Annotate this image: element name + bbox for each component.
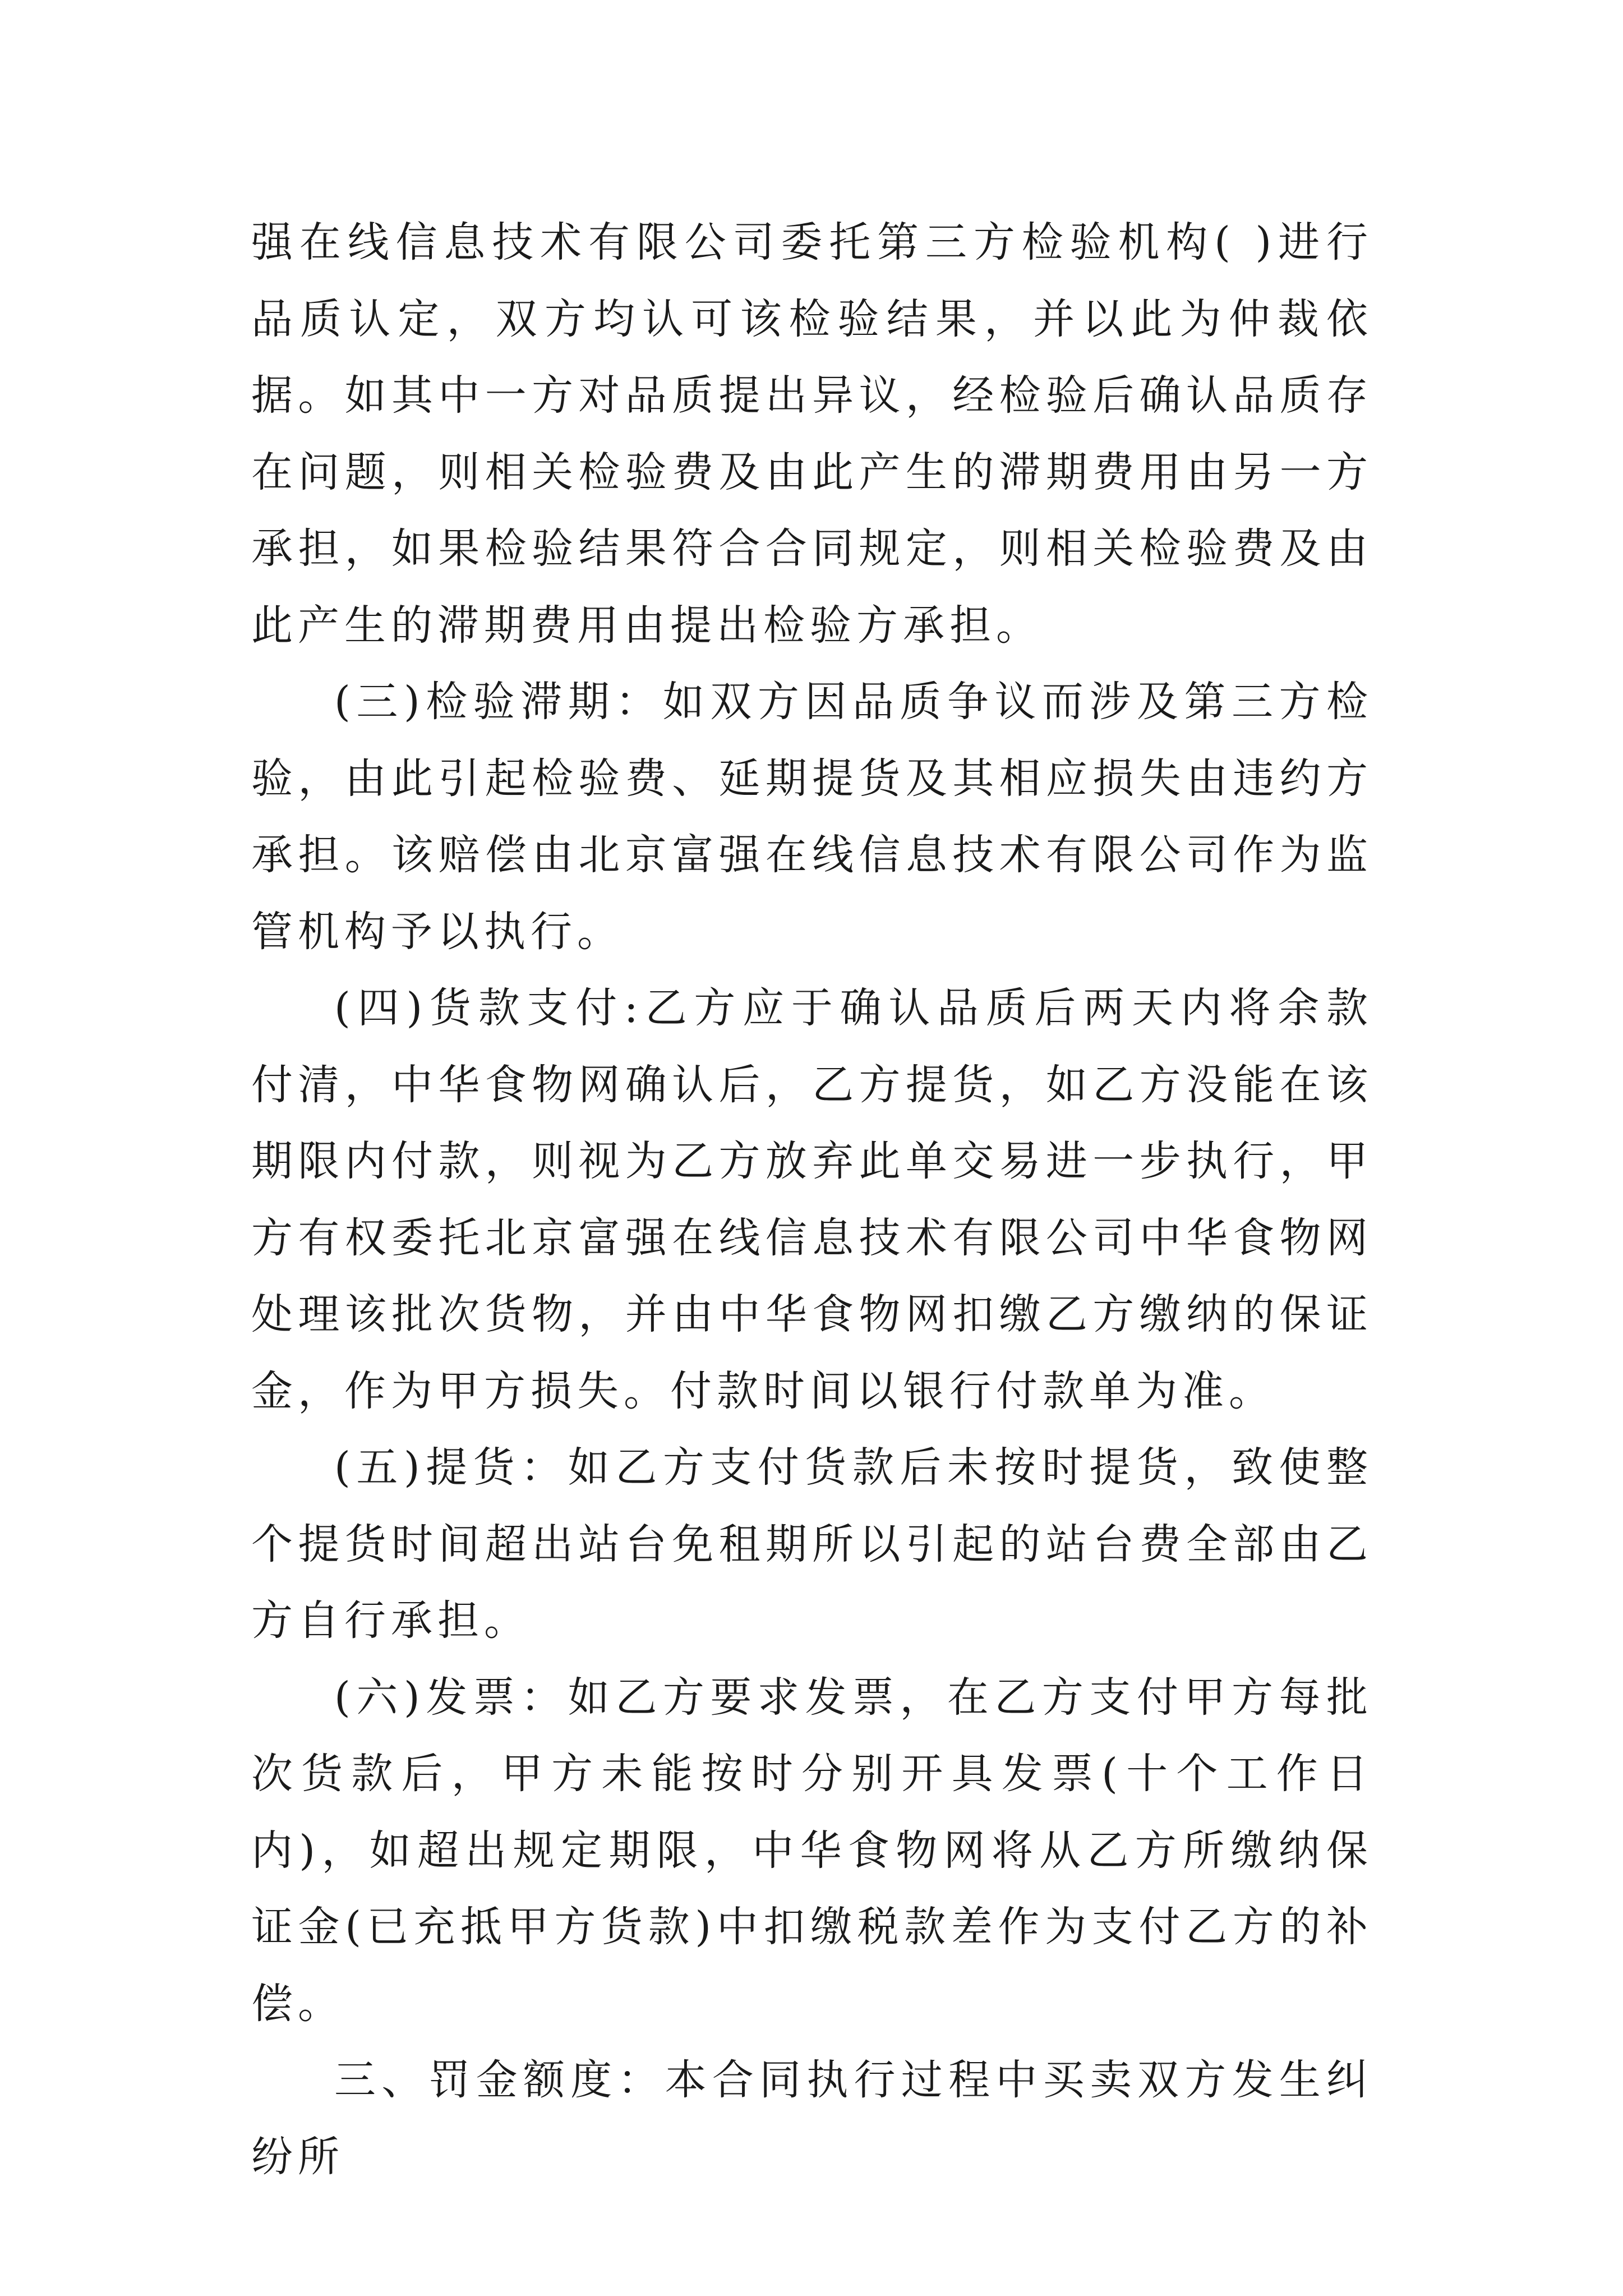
contract-text-body [251, 204, 1373, 2195]
paragraph-penalty-amount: 三、罚金额度：本合同执行过程中买卖双方发生纠纷所 [251, 2056, 1373, 2181]
paragraph-pickup: (五)提货：如乙方支付货款后未按时提货，致使整个提货时间超出站台免租期所以引起的站台费全部由乙方自行承担。 [251, 1443, 1373, 1645]
paragraph-inspection-agency: 强在线信息技术有限公司委托第三方检验机构( )进行品质认定，双方均认可该检验结果，并以此为仲裁依据。如其中一方对品质提出异议，经检验后确认品质存在问题，则相关检验费及由此产生的滞期费用由另一方承担，如果检验结果符合合同规定，则相关检验费及由此产生的滞期费用由提出检验方承担。 [251, 218, 1373, 650]
paragraph-payment: (四)货款支付:乙方应于确认品质后两天内将余款付清，中华食物网确认后，乙方提货，如乙方没能在该期限内付款，则视为乙方放弃此单交易进一步执行，甲方有权委托北京富强在线信息技术有限公司中华食物网处理该批次货物，并由中华食物网扣缴乙方缴纳的保证金，作为甲方损失。付款时间以银行付款单为准。 [251, 984, 1373, 1415]
paragraph-inspection-delay: (三)检验滞期：如双方因品质争议而涉及第三方检验，由此引起检验费、延期提货及其相应损失由违约方承担。该赔偿由北京富强在线信息技术有限公司作为监管机构予以执行。 [251, 678, 1373, 956]
paragraph-invoice: (六)发票：如乙方要求发票，在乙方支付甲方每批次货款后，甲方未能按时分别开具发票(十个工作日内)，如超出规定期限，中华食物网将从乙方所缴纳保证金(已充抵甲方货款)中扣缴税款差作为支付乙方的补偿。 [251, 1673, 1373, 2028]
